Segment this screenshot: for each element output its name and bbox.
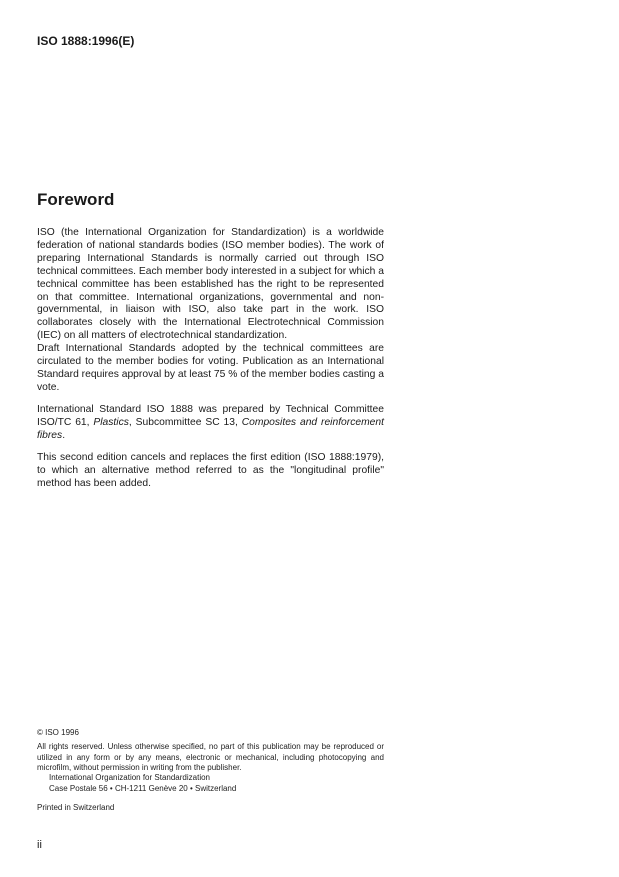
committee-name: Plastics xyxy=(93,416,129,428)
text: International Standard ISO 1888 was prepared by Technical Committee ISO/TC 61, xyxy=(37,404,384,428)
publisher-address xyxy=(49,773,396,794)
foreword-paragraph: This second edition cancels and replaces the first edition (ISO 1888:1979), to which an alternative method referred to as the "longitudinal profile" method has been added. xyxy=(37,452,384,489)
printed-location: Printed in Switzerland xyxy=(37,803,115,812)
publisher-postal: Case Postale 56 • CH-1211 Genève 20 • Switzerland xyxy=(49,783,237,793)
foreword-paragraph: ISO (the International Organization for Standardization) is a worldwide federation of national standards bodies (ISO member bodies). The work of preparing International Standards is normally carried out through ISO technical committees. Each member body interested in a subject for which a technical committee has been established has the right to be represented on that committee. International organizations, governmental and non-governmental, in liaison with ISO, also take part in the work. ISO collaborates closely with the International Electrotechnical Commission (IEC) on all matters of electrotechnical standardization. xyxy=(37,227,384,342)
rights-statement: All rights reserved. Unless otherwise specified, no part of this publication may be reproduced or utilized in any form or by any means, electronic or mechanical, including photocopying and microfilm, without permission in writing from the publisher. xyxy=(37,742,384,772)
section-title: Foreword xyxy=(37,190,115,209)
copyright-notice: © ISO 1996 xyxy=(37,728,79,737)
document-header: ISO 1888:1996(E) xyxy=(37,34,135,48)
text: , Subcommittee SC 13, xyxy=(128,416,242,428)
page-number: ii xyxy=(37,839,42,851)
text: . xyxy=(62,429,66,441)
publisher-name: International Organization for Standardization xyxy=(49,773,210,782)
foreword-paragraph xyxy=(37,404,384,443)
foreword-paragraph: Draft International Standards adopted by the technical committees are circulated to the member bodies for voting. Publication as an International Standard requires approval by at least 75 % of the member bodies casting a vote. xyxy=(37,343,384,393)
subcommittee-name: Composites and reinforcement fibres xyxy=(37,416,384,441)
